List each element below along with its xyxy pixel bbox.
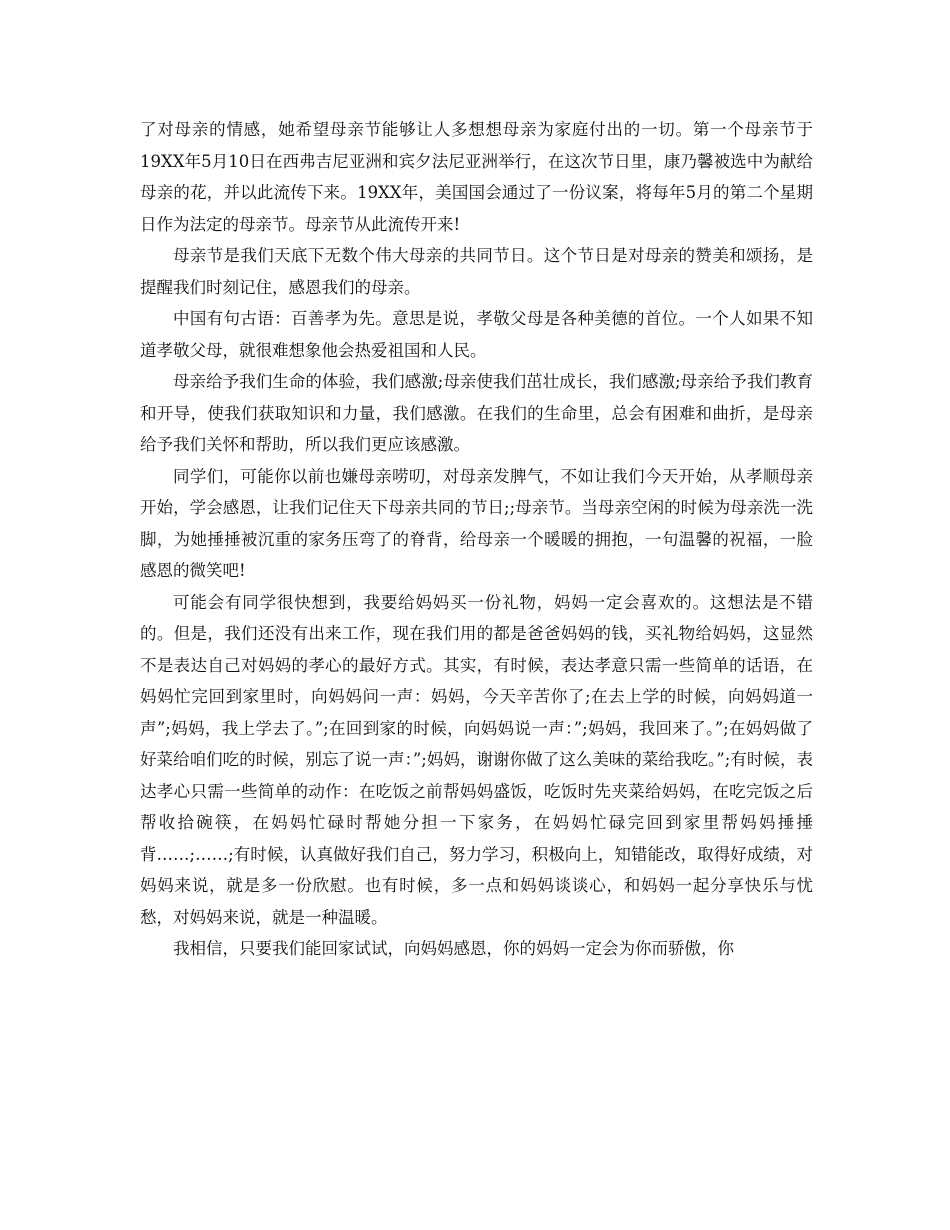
paragraph-4: 母亲给予我们生命的体验，我们感激;母亲使我们茁壮成长，我们感激;母亲给予我们教育和开导，使我们获取知识和力量，我们感激。在我们的生命里，总会有困难和曲折，是母亲给予我们关怀和帮助，所以我们更应该感激。 bbox=[140, 372, 813, 454]
paragraph-2: 母亲节是我们天底下无数个伟大母亲的共同节日。这个节日是对母亲的赞美和颂扬，是提醒我们时刻记住，感恩我们的母亲。 bbox=[140, 246, 813, 297]
paragraph-7: 我相信，只要我们能回家试试，向妈妈感恩，你的妈妈一定会为你而骄傲，你 bbox=[173, 939, 734, 958]
paragraph-1: 了对母亲的情感，她希望母亲节能够让人多想想母亲为家庭付出的一切。第一个母亲节于19XX年5月10日在西弗吉尼亚洲和宾夕法尼亚洲举行，在这次节日里，康乃馨被选中为献给母亲的花，并以此流传下来。19XX年，美国国会通过了一份议案，将每年5月的第二个星期日作为法定的母亲节。母亲节从此流传开来! bbox=[140, 120, 813, 234]
paragraph-6: 可能会有同学很快想到，我要给妈妈买一份礼物，妈妈一定会喜欢的。这想法是不错的。但是，我们还没有出来工作，现在我们用的都是爸爸妈妈的钱，买礼物给妈妈，这显然不是表达自己对妈妈的孝心的最好方式。其实，有时候，表达孝意只需一些简单的话语，在妈妈忙完回到家里时，向妈妈问一声：妈妈，今天辛苦你了;在去上学的时候，向妈妈道一声”;妈妈，我上学去了。”;在回到家的时候，向妈妈说一声：”;妈妈，我回来了。”;在妈妈做了好菜给咱们吃的时候，别忘了说一声：”;妈妈，谢谢你做了这么美味的菜给我吃。”;有时候，表达孝心只需一些简单的动作：在吃饭之前帮妈妈盛饭，吃饭时先夹菜给妈妈，在吃完饭之后帮收拾碗筷，在妈妈忙碌时帮她分担一下家务，在妈妈忙碌完回到家里帮妈妈捶捶背……;……;有时候，认真做好我们自己，努力学习，积极向上，知错能改，取得好成绩，对妈妈来说，就是多一份欣慰。也有时候，多一点和妈妈谈谈心，和妈妈一起分享快乐与忧愁，对妈妈来说，就是一种温暖。 bbox=[140, 592, 813, 927]
paragraph-3: 中国有句古语：百善孝为先。意思是说，孝敬父母是各种美德的首位。一个人如果不知道孝敬父母，就很难想象他会热爱祖国和人民。 bbox=[140, 309, 813, 360]
paragraph-5: 同学们，可能你以前也嫌母亲唠叨，对母亲发脾气，不如让我们今天开始，从孝顺母亲开始，学会感恩，让我们记住天下母亲共同的节日;;母亲节。当母亲空闲的时候为母亲洗一洗脚，为她捶捶被沉重的家务压弯了的脊背，给母亲一个暖暖的拥抱，一句温馨的祝福，一脸感恩的微笑吧! bbox=[140, 466, 813, 580]
document-page bbox=[140, 114, 813, 965]
